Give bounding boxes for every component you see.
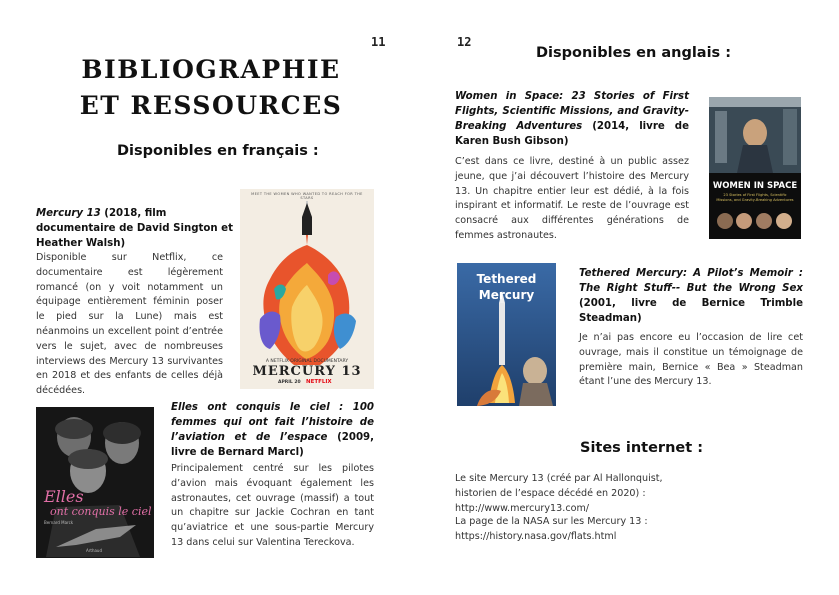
entry-title-mercury13 [36,206,234,251]
entry-title-italic: Elles ont conquis le ciel : 100 femmes qui ont fait l’histoire de l’aviation et de l’espace [171,402,374,443]
title-line-2: ET RESSOURCES [79,91,343,120]
mercury13-poster-image [240,189,374,389]
entry-body-mercury13: Disponible sur Netflix, ce documentaire est légèrement romancé (on y voit notamment un équipage entièrement féminin poser le pied sur la Lune) mais est néanmoins un excellent point d’entrée vers le sujet, avec de nombreuses interviews des Mercury 13 survivantes en 2018 et des enfants de celles déjà décédées. [36,252,223,397]
entry-title-italic: Women in Space: 23 Stories of First Flights, Scientific Missions, and Gravity-Breaking Adventures [455,91,689,132]
cover-script-title-2: ont conquis le ciel [50,505,152,518]
section-heading-french: Disponibles en français : [117,143,319,159]
page-number: 11 [371,35,386,49]
cover-subtitle: 23 Stories of First Flights, Scientific Missions, and Gravity-Breaking Adventures [716,193,794,202]
cover-title: WOMEN IN SPACE [712,181,798,191]
netflix-logo: NETFLIX [306,379,332,385]
entry-body-women-in-space: C’est dans ce livre, destiné à un public assez jeune, que j’ai découvert l’histoire des Mercury 13. Un chapitre entier leur est dédié, à la fois inspirant et informatif. Le reste de l’ouvrage est consacré aux différentes générations de femmes astronautes. [455,156,689,241]
entry-title-rest: (2009, livre de Bernard Marcl) [171,432,374,458]
entry-body-tethered-mercury: Je n’ai pas encore eu l’occasion de lire cet ouvrage, mais il constitue un témoignage de première main, Bernice « Bea » Steadman étant l’une des Mercury 13. [579,332,803,388]
elles-cover-art [36,407,154,558]
cover-script-title-1: Elles [44,487,84,506]
entry-title-italic: Mercury 13 [36,208,101,219]
site-mercury13: Le site Mercury 13 (créé par Al Hallonquist, historien de l’espace décédé en 2020) : http://www.mercury13.com/ [455,473,663,514]
section-heading-sites: Sites internet : [580,440,704,456]
entry-title-tethered-mercury [579,266,803,326]
entry-title-italic: Tethered Mercury: A Pilot’s Memoir : The Right Stuff-- But the Wrong Sex [579,268,803,294]
cover-title-1: Tethered [476,272,537,286]
entry-title-women-in-space [455,89,689,149]
cover-title-2: Mercury [478,288,535,302]
section-heading-english: Disponibles en anglais : [536,45,732,61]
entry-title-rest: (2001, livre de Bernice Trimble Steadman) [579,298,803,324]
title-line-1: BIBLIOGRAPHIE [81,55,341,84]
poster-date: APRIL 20 [278,380,301,385]
women-in-space-cover-art [709,97,801,239]
tethered-mercury-cover-image [457,263,556,406]
entry-title-elles [171,400,374,460]
page-number: 12 [457,35,472,49]
right-page [420,0,839,595]
elles-ont-conquis-cover-image [36,407,154,558]
poster-name: MERCURY 13 [252,364,362,379]
entry-title-rest: (2018, film documentaire de David Sington et Heather Walsh) [36,208,233,249]
poster-subtitle: A NETFLIX ORIGINAL DOCUMENTARY [265,359,349,364]
site-nasa: La page de la NASA sur les Mercury 13 : https://history.nasa.gov/flats.html [455,516,648,542]
poster-tagline: MEET THE WOMEN WHO WANTED TO REACH FOR THE STARS [251,192,363,200]
women-in-space-cover-image [709,97,801,239]
cover-author: Bernard Marck [44,520,74,525]
entry-title-rest: (2014, livre de Karen Bush Gibson) [455,121,689,147]
page-title [62,52,360,124]
cover-publisher: Arthaud [86,548,103,553]
entry-body-elles: Principalement centré sur les pilotes d’avion mais évoquant également les astronautes, cet ouvrage (massif) a tout un chapitre sur Jackie Cochran en tant qu’aviatrice et une sous-partie Mercury 13 dans celui sur Valentina Tereckova. [171,463,374,548]
